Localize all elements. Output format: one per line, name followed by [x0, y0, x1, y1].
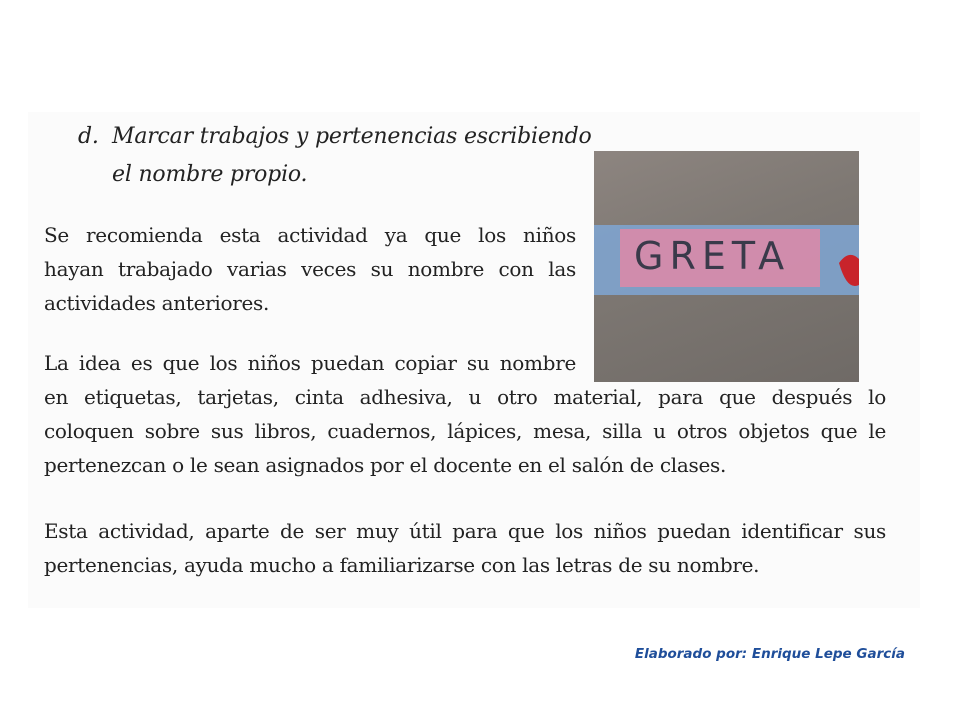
- author-credit: Elaborado por: Enrique Lepe García: [634, 646, 905, 662]
- paragraph-benefit: [44, 514, 886, 582]
- paragraph-recommendation: [44, 218, 576, 320]
- paragraph-line: pertenencias, ayuda mucho a familiarizarse con las letras de su nombre.: [44, 553, 760, 577]
- paragraph-line: coloquen sobre sus libros, cuadernos, lápices, mesa, silla u otros objetos que le: [44, 419, 886, 443]
- handwritten-name: GRETA: [634, 234, 791, 278]
- activity-heading-line-2: el nombre propio.: [112, 162, 308, 187]
- paragraph-line: actividades anteriores.: [44, 291, 270, 315]
- heading-list-marker: d.: [78, 124, 99, 149]
- paragraph-idea: [44, 380, 886, 482]
- paragraph-line: Esta actividad, aparte de ser muy útil para que los niños puedan identificar sus: [44, 519, 886, 543]
- paragraph-line: pertenezcan o le sean asignados por el docente en el salón de clases.: [44, 453, 727, 477]
- crayon-label-drawing: [594, 151, 859, 382]
- paragraph-line: hayan trabajado varias veces su nombre con las: [44, 257, 576, 281]
- activity-heading-line-1: [78, 123, 592, 151]
- heading-text-1: Marcar trabajos y pertenencias escribiendo: [112, 124, 592, 149]
- paragraph-idea-first-line: [44, 346, 576, 380]
- paragraph-line: Se recomienda esta actividad ya que los niños: [44, 223, 576, 247]
- name-label-photo: [594, 151, 859, 382]
- paragraph-line: La idea es que los niños puedan copiar su nombre: [44, 351, 576, 375]
- paragraph-line: en etiquetas, tarjetas, cinta adhesiva, u otro material, para que después lo: [44, 385, 886, 409]
